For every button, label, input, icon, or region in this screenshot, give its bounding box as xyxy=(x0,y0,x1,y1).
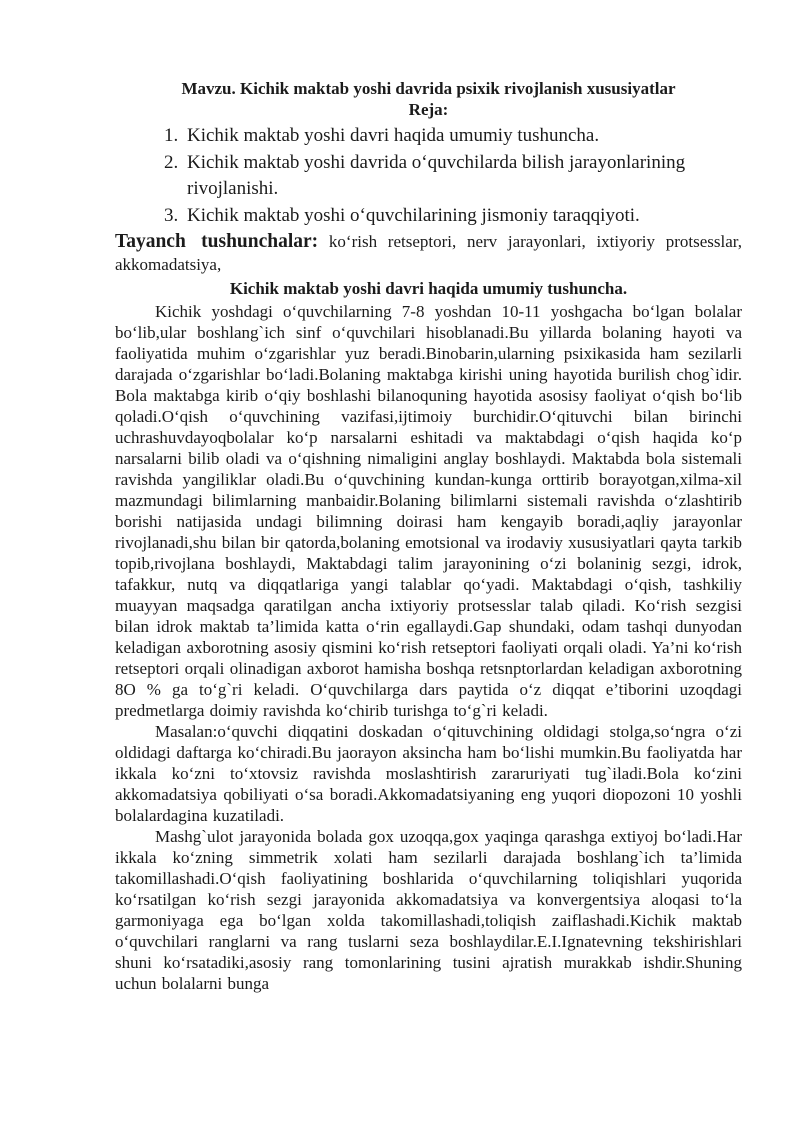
key-terms-text: ko‘rish retseptori, nerv jarayonlari, ixtiyoriy protsesslar, akkomadatsiya, xyxy=(115,232,743,274)
document-title: Mavzu. Kichik maktab yoshi davrida psixik rivojlanish xususiyatlar xyxy=(181,79,676,98)
paragraph-mashgulot: Mashg`ulot jarayonida bolada gox uzoqqa,gox yaqinga qarashga extiyoj bo‘ladi.Har ikkala ko‘zning simmetrik xolati ham sezilarli darajada boshlang`ich ta’limida takomillashadi.O‘qish faoliyatining boshlarida o‘quvchilarning toliqishlari yuqorida ko‘rsatilgan ko‘rish sezgi jarayonida akkomadatsiya va konvergentsiya aloqasi to‘la garmoniyaga ega bo‘lgan xolda takomillashadi,toliqish zaiflashadi.Kichik maktab o‘quvchilari ranglarni va rang tuslarni seza boshlaydilar.E.I.Ignatevning tekshirishlari shuni ko‘rsatadiki,asosiy rang tomonlarining tusini ajratish murakkab ishdir.Shuning uchun bolalarni bunga xyxy=(115,827,742,993)
reja-heading: Reja: xyxy=(408,100,449,119)
section-heading: Kichik maktab yoshi davri haqida umumiy tushuncha. xyxy=(229,279,628,298)
paragraph-masalan: Masalan:o‘quvchi diqqatini doskadan o‘qituvchining oldidagi stolga,so‘ngra o‘zi oldidagi daftarga ko‘chiradi.Bu jaorayon aksincha ham bo‘lishi mumkin.Bu faoliyatda har ikkala ko‘zni to‘xtovsiz ravishda moslashtirish zararuriyati tug`iladi.Bola ko‘zini akkomadatsiya qobiliyati o‘sa boradi.Akkomadatsiyaning eng yuqori diopozoni 10 yoshli bolalardagina kuzatiladi. xyxy=(115,722,742,825)
key-terms-label: Tayanch tushunchalar: xyxy=(115,231,319,252)
plan-item-3: 3. Kichik maktab yoshi o‘quvchilarining jismoniy taraqqiyoti. xyxy=(183,203,742,230)
paragraph-overview: Kichik yoshdagi o‘quvchilarning 7-8 yoshdan 10-11 yoshgacha bo‘lgan bolalar bo‘lib,ular boshlang`ich sinf o‘quvchilari hisoblanadi.Bu yillarda bolaning hayoti va faoliyatida muhim o‘zgarishlar yuz beradi.Binobarin,ularning psixikasida ham sezilarli darajada o‘zgarishlar bo‘ladi.Bolaning maktabga kirishi uning hayotida burilish chog`idir. Bola maktabga kirib o‘qiy boshlashi bilanoquning hayotida asosisy faoliyat o‘qish bo‘lib qoladi.O‘qish o‘quvchining vazifasi,ijtimoiy burchidir.O‘qituvchi bilan birinchi uchrashuvdayoqbolalar ko‘p narsalarni eshitadi va maktabdagi o‘qish haqida ko‘p narsalarni bilib oladi va o‘qishning nimaligini anglay boshlaydi. Maktabda bola sistemali ravishda yangiliklar oladi.Bu o‘quvchining kundan-kunga orttirib borayotgan,xilma-xil mazmundagi bilimlarning manbaidir.Bolaning bilimlarni sistemali ravishda o‘zlashtirib borishi natijasida undagi bilimning doirasi ham kengayib boradi,aqliy jarayonlar rivojlanadi,shu bilan bir qatorda,bolaning emotsional va irodaviy xususiyatlari qayta tarkib topib,rivojlana boshlaydi, Maktabdagi talim jarayonining o‘zi bolaninig sezgi, idrok, tafakkur, nutq va diqqatlariga yangi talablar qo‘yadi. Maktabdagi o‘qish, tashkiliy muayyan maqsadga qaratilgan ancha ixtiyoriy protsesslar talab qiladi. Ko‘rish sezgisi bilan idrok maktab ta’limida katta o‘rin egallaydi.Gap shundaki, odam tashqi dunyodan keladigan axborotning asosiy qismini ko‘rish retseptori faoliyati orqali oladi. Ya’ni ko‘rish retseptori orqali olinadigan axborot hamisha boshqa retsnptorlardan keladigan axborotning 8O % ga to‘g`ri keladi. O‘quvchilarga dars paytida o‘z diqqat e’tiborini uzoqdagi predmetlarga doimiy ravishda ko‘chirib turishga to‘g`ri keladi. xyxy=(115,302,742,720)
plan-list xyxy=(115,123,742,229)
key-terms xyxy=(115,230,742,276)
plan-item-2: 2. Kichik maktab yoshi davrida o‘quvchilarda bilish jarayonlarining rivojlanishi. xyxy=(183,150,742,203)
plan-item-1: 1. Kichik maktab yoshi davri haqida umumiy tushuncha. xyxy=(183,123,742,150)
